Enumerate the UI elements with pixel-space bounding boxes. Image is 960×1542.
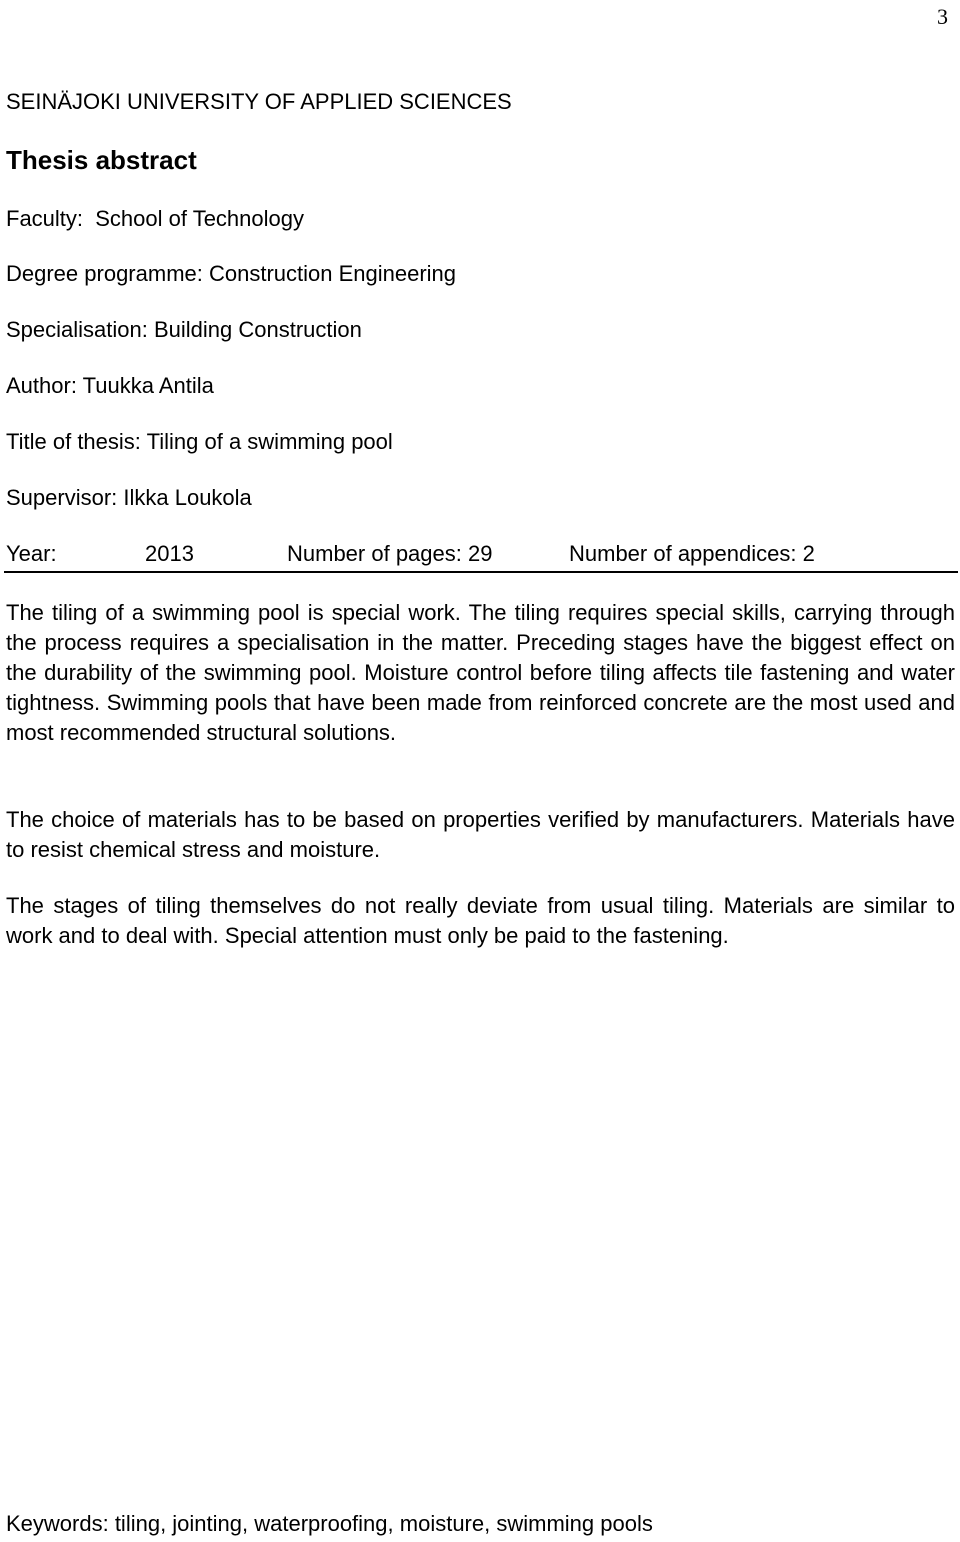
degree-programme-line: Degree programme: Construction Engineering xyxy=(6,261,457,286)
university-name: SEINÄJOKI UNIVERSITY OF APPLIED SCIENCES xyxy=(6,89,512,114)
supervisor-line: Supervisor: Ilkka Loukola xyxy=(6,485,252,510)
thesis-stats-row xyxy=(6,539,956,569)
year-label: Year: xyxy=(6,541,57,566)
horizontal-divider xyxy=(4,571,958,573)
abstract-paragraph-3: The stages of tiling themselves do not really deviate from usual tiling. Materials are similar to work and to deal with. Special attention must only be paid to the fastening. xyxy=(6,893,955,948)
abstract-title: Thesis abstract xyxy=(6,145,197,175)
keywords-line: Keywords: tiling, jointing, waterproofing, moisture, swimming pools xyxy=(6,1511,653,1536)
specialisation-line: Specialisation: Building Construction xyxy=(6,317,362,342)
abstract-paragraph-2: The choice of materials has to be based on properties verified by manufacturers. Materials have to resist chemical stress and moisture. xyxy=(6,807,955,862)
appendix-count: Number of appendices: 2 xyxy=(569,541,815,566)
page-count: Number of pages: 29 xyxy=(287,541,493,566)
year-value: 2013 xyxy=(145,541,194,566)
author-line: Author: Tuukka Antila xyxy=(6,373,214,398)
thesis-title-line: Title of thesis: Tiling of a swimming pool xyxy=(6,429,393,454)
faculty-line: Faculty: School of Technology xyxy=(6,206,304,231)
page-number: 3 xyxy=(937,4,948,29)
abstract-paragraph-1: The tiling of a swimming pool is special work. The tiling requires special skills, carrying through the process requires a specialisation in the matter. Preceding stages have the biggest effect on the durability of the swimming pool. Moisture control before tiling affects tile fastening and water tightness. Swimming pools that have been made from reinforced concrete are the most used and most recommended structural solutions. xyxy=(6,600,955,745)
